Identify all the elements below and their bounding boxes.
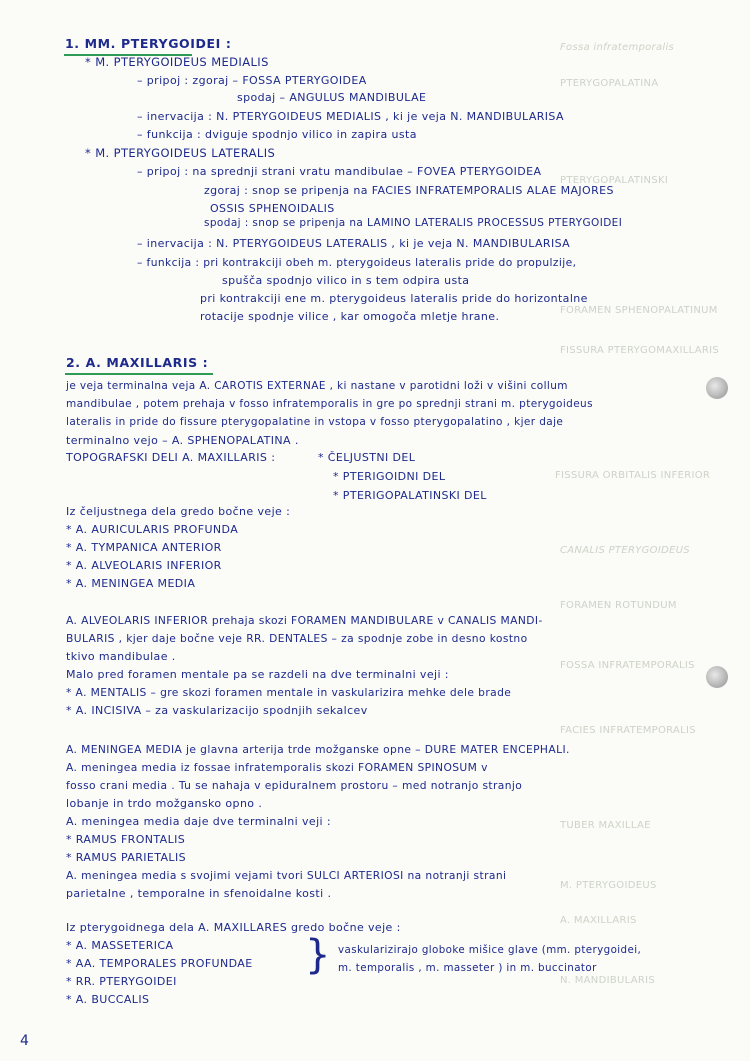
celjustni-branch: * A. ALVEOLARIS INFERIOR — [66, 559, 222, 572]
pterigoidni-branch: * A. MASSETERICA — [66, 939, 174, 952]
section-heading-pterygoidei: 1. MM. PTERYGOIDEI : — [65, 36, 232, 51]
pterigoidni-branch: * A. BUCCALIS — [66, 993, 150, 1006]
celjustni-branch: * A. AURICULARIS PROFUNDA — [66, 523, 239, 536]
meningea-line: A. meningea media iz fossae infratemporalis skozi FORAMEN SPINOSUM v — [66, 761, 488, 774]
pterigoidni-note: m. temporalis , m. masseter ) in m. buccinator — [338, 962, 597, 974]
meningea-line: * RAMUS PARIETALIS — [66, 851, 186, 864]
lateralis-pripoj-1: – pripoj : na sprednji strani vratu mandibulae – FOVEA PTERYGOIDEA — [137, 165, 542, 178]
lateralis-funkcija-3: pri kontrakciji ene m. pterygoideus lateralis pride do horizontalne — [200, 292, 588, 305]
meningea-line: * RAMUS FRONTALIS — [66, 833, 186, 846]
meningea-line: A. MENINGEA MEDIA je glavna arterija trde možganske opne – DURE MATER ENCEPHALI. — [66, 743, 570, 756]
lateralis-pripoj-2: zgoraj : snop se pripenja na FACIES INFRATEMPORALIS ALAE MAJORES — [204, 184, 614, 197]
meningea-line: A. meningea media daje dve terminalni veji : — [66, 815, 332, 828]
bleed-line: FISSURA PTERYGOMAXILLARIS — [560, 345, 719, 356]
maxillaris-intro-line: lateralis in pride do fissure pterygopalatine in vstopa v fosso pterygopalatino , kjer daje — [66, 416, 564, 428]
lateralis-funkcija-4: rotacije spodnje vilice , kar omogoča mletje hrane. — [200, 310, 500, 323]
maxillaris-intro-line: je veja terminalna veja A. CAROTIS EXTERNAE , ki nastane v parotidni loži v višini collum — [66, 380, 568, 392]
bleed-line: FACIES INFRATEMPORALIS — [560, 725, 696, 736]
medialis-inervacija: – inervacija : N. PTERYGOIDEUS MEDIALIS , ki je veja N. MANDIBULARISA — [137, 110, 564, 123]
medialis-pripoj-2: spodaj – ANGULUS MANDIBULAE — [237, 91, 427, 104]
celjustni-branch: * A. TYMPANICA ANTERIOR — [66, 541, 222, 554]
bleed-line: TUBER MAXILLAE — [560, 820, 651, 831]
bleed-line: CANALIS PTERYGOIDEUS — [560, 545, 690, 556]
medialis-funkcija: – funkcija : dviguje spodnjo vilico in zapira usta — [137, 128, 417, 141]
bleed-line: FORAMEN SPHENOPALATINUM — [560, 305, 718, 316]
alveolaris-line: Malo pred foramen mentale pa se razdeli na dve terminalni veji : — [66, 668, 449, 681]
meningea-line: parietalne , temporalne in sfenoidalne kosti . — [66, 887, 332, 900]
maxillaris-intro-line: mandibulae , potem prehaja v fosso infratemporalis in gre po sprednji strani m. pterygoideus — [66, 398, 593, 410]
bleed-line: FISSURA ORBITALIS INFERIOR — [555, 470, 711, 481]
alveolaris-line: tkivo mandibulae . — [66, 650, 176, 663]
page-number: 4 — [20, 1033, 29, 1049]
alveolaris-line: A. ALVEOLARIS INFERIOR prehaja skozi FORAMEN MANDIBULARE v CANALIS MANDI- — [66, 614, 543, 627]
pterigoidni-branch: * RR. PTERYGOIDEI — [66, 975, 177, 988]
pterigoidni-branch: * AA. TEMPORALES PROFUNDAE — [66, 957, 253, 970]
maxillaris-intro-line: terminalno vejo – A. SPHENOPALATINA . — [66, 434, 299, 447]
lateralis-pripoj-4: spodaj : snop se pripenja na LAMINO LATERALIS PROCESSUS PTERYGOIDEI — [204, 217, 623, 229]
alveolaris-line: * A. INCISIVA – za vaskularizacijo spodnjih sekalcev — [66, 704, 368, 717]
lateralis-pripoj-3: OSSIS SPHENOIDALIS — [210, 202, 335, 215]
heading-underline — [65, 373, 213, 375]
bleed-line: FORAMEN ROTUNDUM — [560, 600, 677, 611]
bleed-line: M. PTERYGOIDEUS — [560, 880, 657, 891]
bleed-line: PTERYGOPALATINSKI — [560, 175, 669, 186]
bleed-line: FOSSA INFRATEMPORALIS — [560, 660, 695, 671]
topo-part: * ČELJUSTNI DEL — [318, 451, 416, 464]
muscle-title-medialis: * M. PTERYGOIDEUS MEDIALIS — [85, 55, 269, 69]
topo-part: * PTERIGOIDNI DEL — [333, 470, 446, 483]
topo-label: TOPOGRAFSKI DELI A. MAXILLARIS : — [66, 451, 276, 464]
section-heading-maxillaris: 2. A. MAXILLARIS : — [66, 355, 209, 370]
muscle-title-lateralis: * M. PTERYGOIDEUS LATERALIS — [85, 146, 276, 160]
binder-hole — [706, 666, 728, 688]
meningea-line: A. meningea media s svojimi vejami tvori SULCI ARTERIOSI na notranji strani — [66, 869, 507, 882]
pterigoidni-intro: Iz pterygoidnega dela A. MAXILLARES gredo bočne veje : — [66, 921, 401, 934]
bleed-line: Fossa infratemporalis — [560, 42, 675, 53]
lateralis-inervacija: – inervacija : N. PTERYGOIDEUS LATERALIS , ki je veja N. MANDIBULARISA — [137, 237, 571, 250]
bleed-line: A. MAXILLARIS — [560, 915, 637, 926]
meningea-line: fosso crani media . Tu se nahaja v epiduralnem prostoru – med notranjo stranjo — [66, 779, 523, 792]
pterigoidni-note: vaskularizirajo globoke mišice glave (mm. pterygoidei, — [338, 944, 642, 956]
topo-part: * PTERIGOPALATINSKI DEL — [333, 489, 487, 502]
celjustni-intro: Iz čeljustnega dela gredo bočne veje : — [66, 505, 291, 518]
medialis-pripoj-1: – pripoj : zgoraj – FOSSA PTERYGOIDEA — [137, 74, 367, 87]
bleed-line: N. MANDIBULARIS — [560, 975, 656, 986]
lateralis-funkcija-2: spušča spodnjo vilico in s tem odpira usta — [222, 274, 470, 287]
celjustni-branch: * A. MENINGEA MEDIA — [66, 577, 196, 590]
curly-brace: } — [305, 932, 331, 978]
meningea-line: lobanje in trdo možgansko opno . — [66, 797, 263, 810]
alveolaris-line: BULARIS , kjer daje bočne veje RR. DENTALES – za spodnje zobe in desno kostno — [66, 632, 528, 645]
lateralis-funkcija-1: – funkcija : pri kontrakciji obeh m. pterygoideus lateralis pride do propulzije, — [137, 256, 577, 269]
binder-hole — [706, 377, 728, 399]
bleed-line: PTERYGOPALATINA — [560, 78, 659, 89]
alveolaris-line: * A. MENTALIS – gre skozi foramen mentale in vaskularizira mehke dele brade — [66, 686, 512, 699]
